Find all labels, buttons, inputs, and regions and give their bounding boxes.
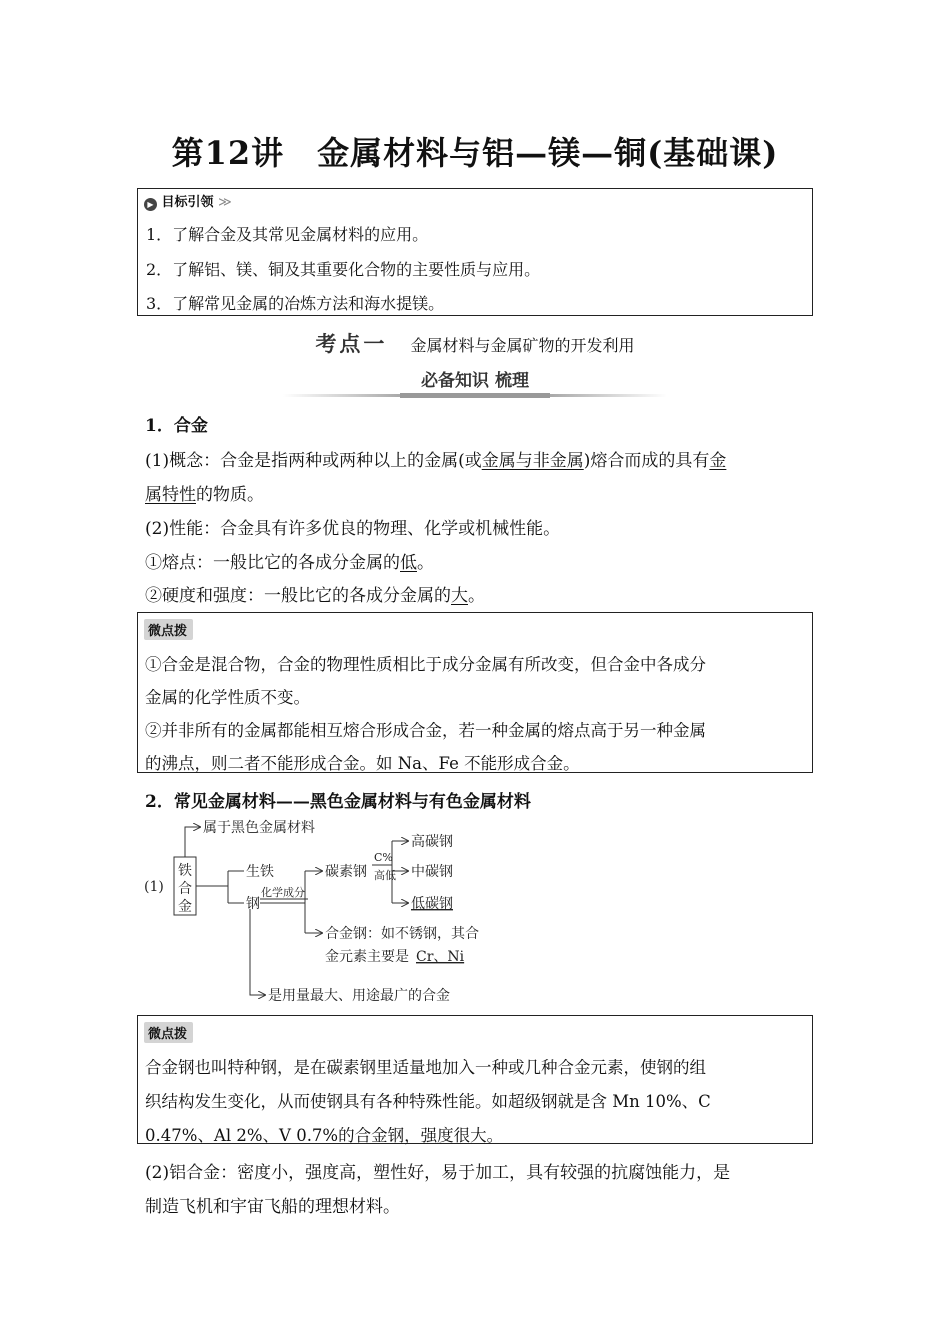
goals-box <box>137 188 813 316</box>
hardness-blank: 大 <box>451 586 468 606</box>
tip-tag-label: 微点拨 <box>144 1022 193 1043</box>
low-carbon-steel: 低碳钢 <box>411 896 453 912</box>
aluminum-line2: 制造飞机和宇宙飞船的理想材料。 <box>145 1197 400 1217</box>
tip-line: 金属的化学性质不变。 <box>145 688 310 707</box>
iron-alloy-diagram <box>140 815 500 1005</box>
tip-box <box>137 1015 813 1144</box>
steel-edge-label: 化学成分 <box>261 886 305 899</box>
root-char: 合 <box>178 881 192 897</box>
goal-item: 2．了解铝、镁、铜及其重要化合物的主要性质与应用。 <box>146 260 541 279</box>
melting-prefix: ①熔点：一般比它的各成分金属的 <box>145 553 400 573</box>
diagram-label: (1) <box>144 879 164 895</box>
goals-tag-label: 目标引领 <box>161 195 214 210</box>
concept-blank: 属特性 <box>145 485 196 505</box>
melting-suffix: 。 <box>417 553 434 573</box>
kaodian-label: 考点一 <box>315 332 388 356</box>
alloy-concept-line2 <box>145 480 264 505</box>
concept-blank: 金属与非金属 <box>481 451 584 471</box>
root-char: 铁 <box>178 863 192 879</box>
steel: 钢 <box>246 896 260 912</box>
kaodian-header <box>0 328 950 358</box>
tip-line: 合金钢也叫特种钢，是在碳素钢里适量地加入一种或几种合金元素，使钢的组 <box>145 1058 706 1077</box>
goal-item: 3．了解常见金属的冶炼方法和海水提镁。 <box>146 294 445 313</box>
alloy-steel-elements: Cr、Ni <box>416 949 465 965</box>
tip-line: 0.47%、Al 2%、V 0.7%的合金钢，强度很大。 <box>145 1126 504 1145</box>
alloy-heading: 1．合金 <box>145 416 208 436</box>
high-carbon-steel: 高碳钢 <box>411 834 453 850</box>
tip-tag <box>144 619 193 640</box>
bottom-note: 是用量最大、用途最广的合金 <box>268 988 450 1004</box>
c-ratio-direction: 高低 <box>374 869 396 882</box>
alloy-hardness <box>145 581 485 606</box>
carbon-steel: 碳素钢 <box>325 864 367 880</box>
root-char: 金 <box>178 899 192 915</box>
melting-blank: 低 <box>400 553 417 573</box>
goal-item: 1．了解合金及其常见金属材料的应用。 <box>146 225 429 244</box>
goals-tag <box>144 191 232 211</box>
materials-heading: 2．常见金属材料——黑色金属材料与有色金属材料 <box>145 792 531 812</box>
alloy-property: (2)性能：合金具有许多优良的物理、化学或机械性能。 <box>145 519 561 539</box>
concept-suffix: 的物质。 <box>196 485 264 505</box>
kaodian-topic: 金属材料与金属矿物的开发利用 <box>410 336 635 355</box>
tip-line: 的沸点，则二者不能形成合金。如 Na、Fe 不能形成合金。 <box>145 754 580 773</box>
aluminum-line1: (2)铝合金：密度小，强度高，塑性好，易于加工，具有较强的抗腐蚀能力，是 <box>145 1163 731 1183</box>
tip-tag-label: 微点拨 <box>144 619 193 640</box>
section-rule-accent <box>400 393 550 398</box>
pig-iron: 生铁 <box>246 864 274 880</box>
tip-line: ②并非所有的金属都能相互熔合形成合金，若一种金属的熔点高于另一种金属 <box>145 721 706 740</box>
page-title: 第12讲 金属材料与铝—镁—铜(基础课) <box>171 134 779 172</box>
concept-blank: 金 <box>709 451 727 471</box>
hardness-prefix: ②硬度和强度：一般比它的各成分金属的 <box>145 586 451 606</box>
mid-carbon-steel: 中碳钢 <box>411 864 453 880</box>
concept-mid: )熔合而成的具有 <box>583 451 710 471</box>
play-icon: ▶ <box>144 198 157 211</box>
alloy-concept-line1 <box>145 446 726 471</box>
concept-prefix: (1)概念：合金是指两种或两种以上的金属(或 <box>145 451 482 471</box>
tip-tag <box>144 1022 193 1043</box>
c-ratio: C% <box>374 851 393 864</box>
hardness-suffix: 。 <box>468 586 485 606</box>
tip-line: ①合金是混合物，合金的物理性质相比于成分金属有所改变，但合金中各成分 <box>145 655 706 674</box>
double-chevron-icon: ≫ <box>218 195 232 210</box>
tip-box <box>137 612 813 773</box>
alloy-steel-line2a: 金元素主要是 <box>325 949 409 965</box>
tip-line: 织结构发生变化，从而使钢具有各种特殊性能。如超级钢就是含 Mn 10%、C <box>145 1092 711 1111</box>
top-note: 属于黑色金属材料 <box>203 820 315 836</box>
alloy-steel-line1: 合金钢：如不锈钢，其合 <box>325 926 479 942</box>
alloy-melting <box>145 548 434 573</box>
section-banner: 必备知识 梳理 <box>421 371 529 391</box>
